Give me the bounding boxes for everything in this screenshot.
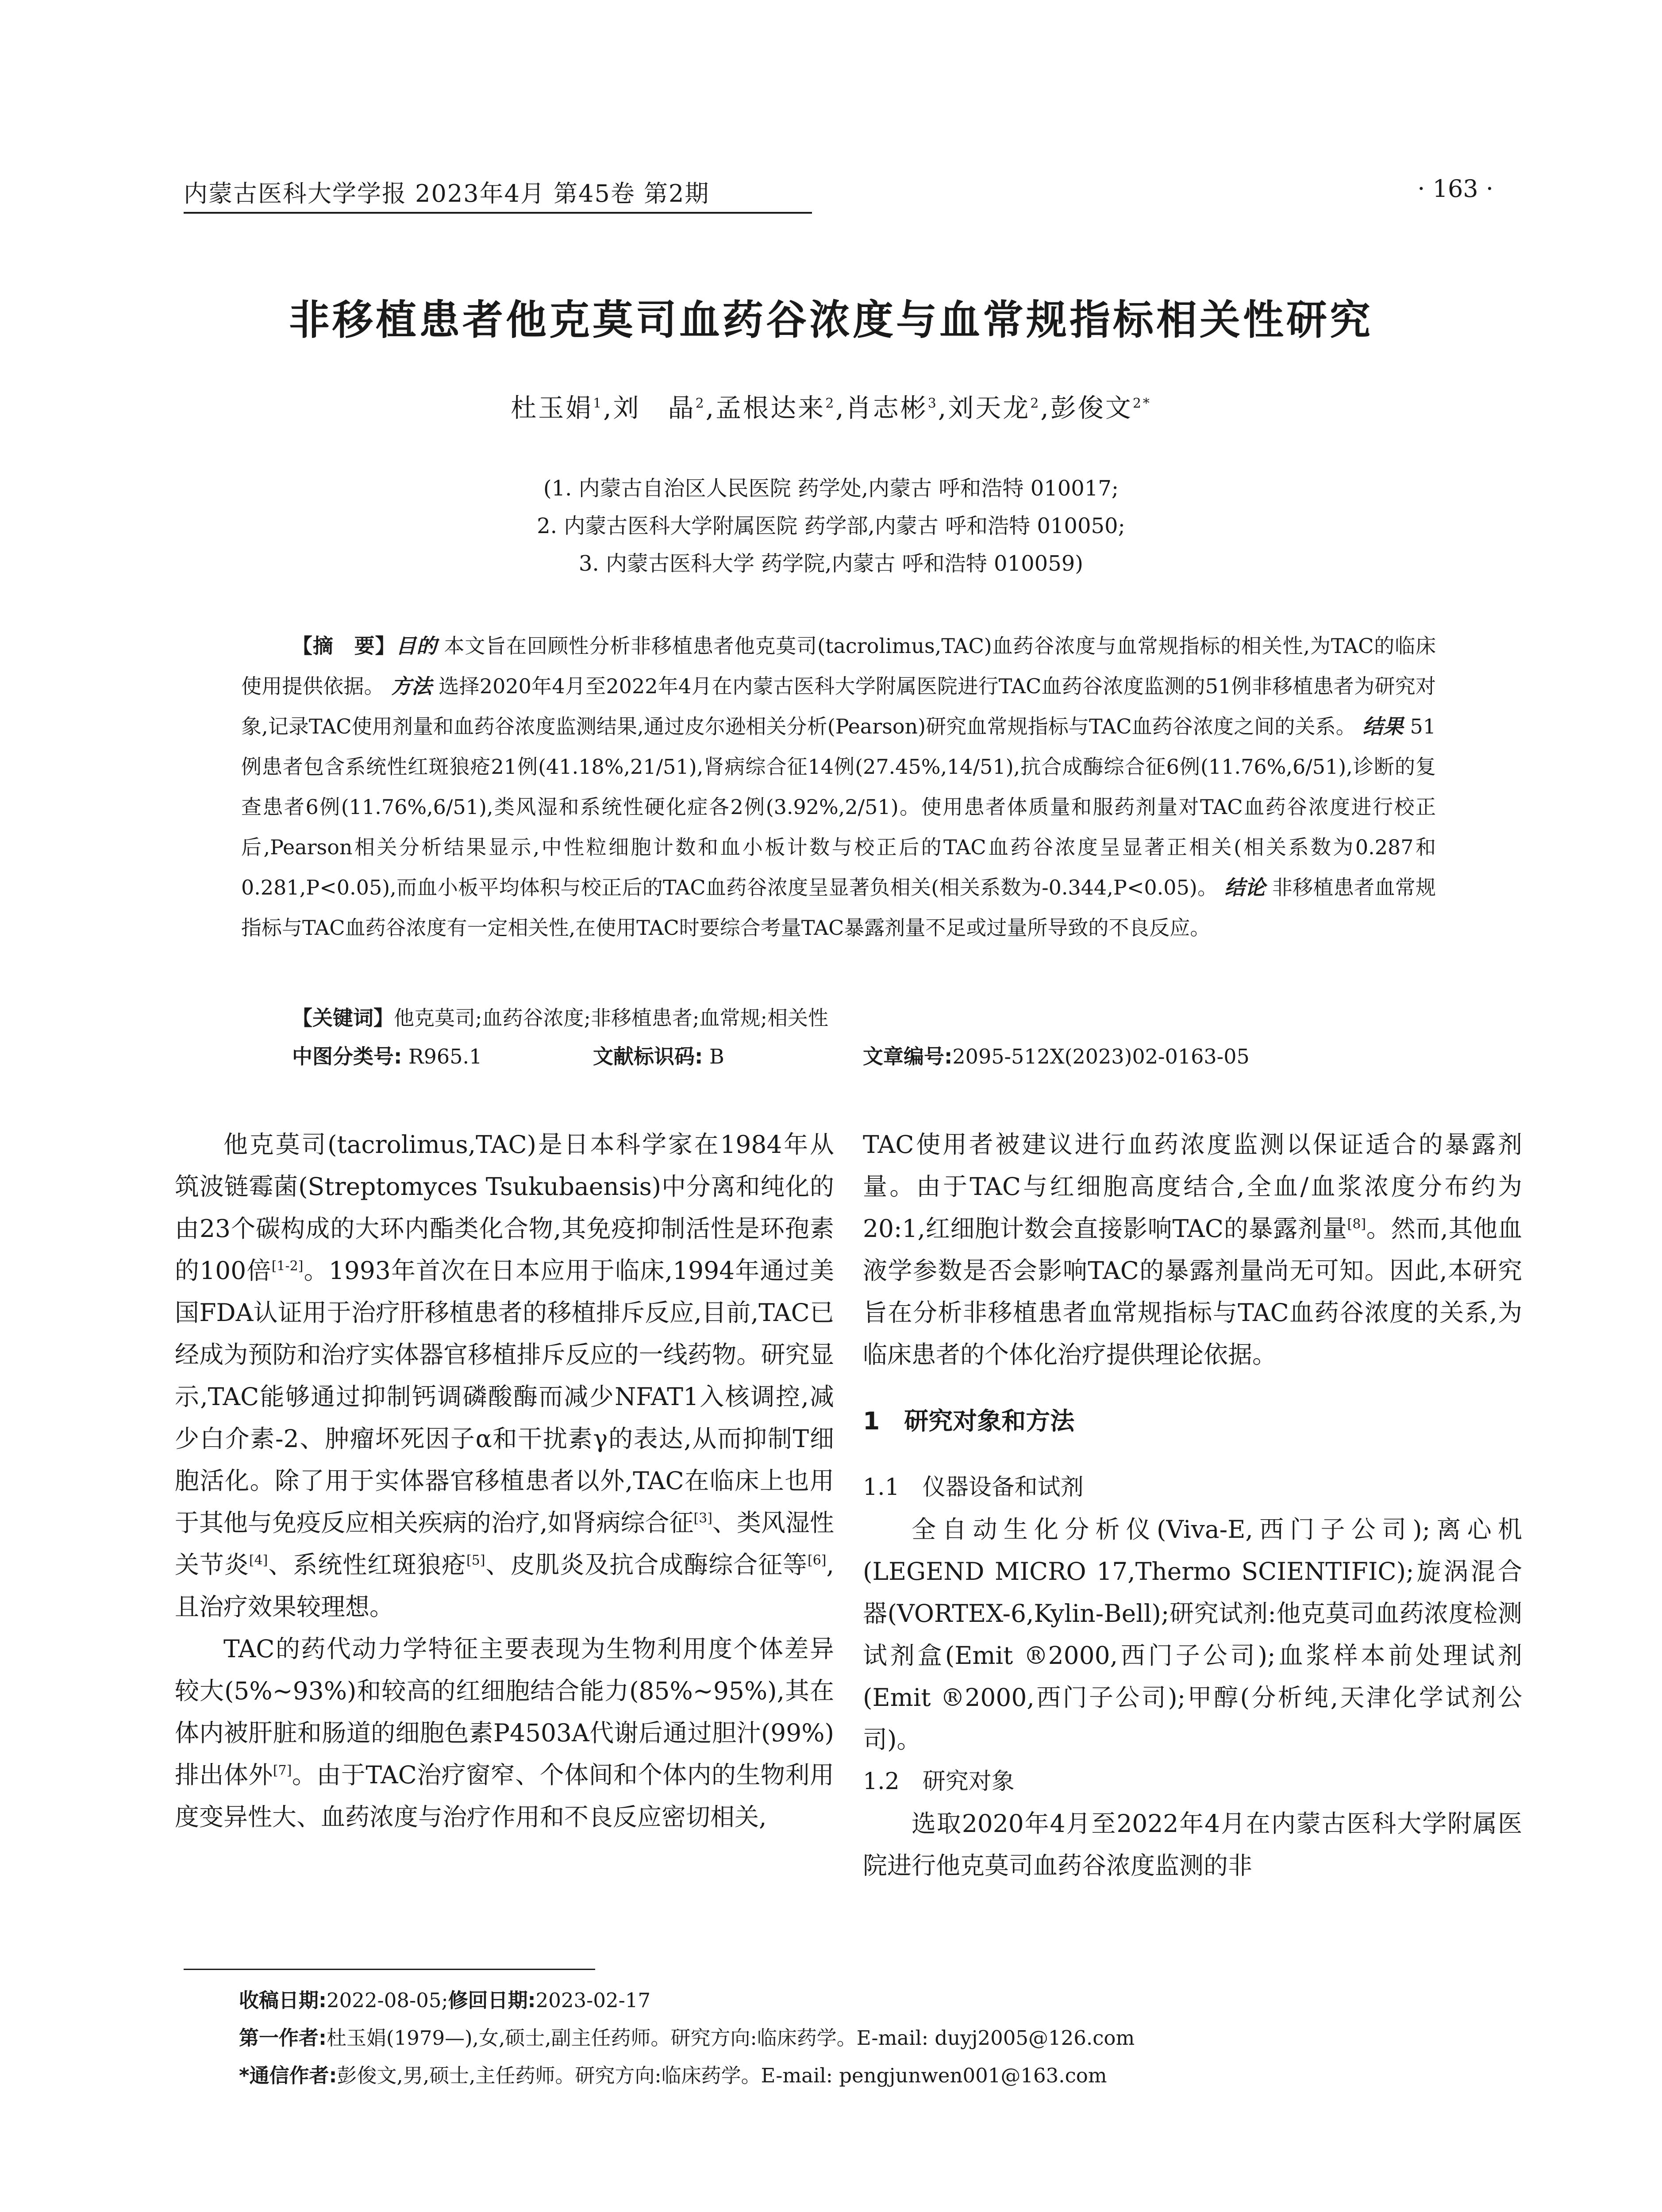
footnote-first-author bbox=[239, 2022, 1135, 2051]
abstract-paragraph bbox=[241, 626, 1436, 948]
received-label: 收稿日期: bbox=[239, 1989, 327, 2012]
abstract bbox=[241, 626, 1436, 948]
footnote-corresponding-author bbox=[239, 2059, 1107, 2088]
citation: [3] bbox=[693, 1510, 712, 1526]
footnote-dates bbox=[239, 1984, 650, 2013]
revised-date: 2023-02-17 bbox=[535, 1989, 651, 2012]
text: 。1993年首次在日本应用于临床,1994年通过美国FDA认证用于治疗肝移植患者的移植排斥反应,目前,TAC已经成为预防和治疗实体器官移植排斥反应的一线药物。研究显示,TAC能够通过抑制钙调磷酸酶而减少NFAT1入核调控,减少白介素-2、肿瘤坏死因子α和干扰素γ的表达,从而抑制T细胞活化。除了用于实体器官移植患者以外,TAC在临床上也用于其他与免疫反应相关疾病的治疗,如肾病综合征 bbox=[175, 1256, 834, 1537]
methods-label: 方法 bbox=[391, 674, 432, 698]
keywords bbox=[292, 1002, 828, 1031]
citation: [7] bbox=[273, 1763, 292, 1778]
running-header bbox=[184, 175, 1493, 210]
revised-label: 修回日期: bbox=[448, 1989, 536, 2012]
citation: [8] bbox=[1347, 1216, 1366, 1232]
abstract-label: 【摘 要】 bbox=[292, 634, 396, 658]
text: 。然而,其他血液学参数是否会影响TAC的暴露剂量尚无可知。因此,本研究旨在分析非移植患者血常规指标与TAC血药谷浓度的关系,为临床患者的个体化治疗提供理论依据。 bbox=[863, 1214, 1522, 1369]
citation: [4] bbox=[249, 1552, 268, 1568]
subsection-heading: 1.2 研究对象 bbox=[863, 1768, 1015, 1795]
keywords-text: 他克莫司;血药谷浓度;非移植患者;血常规;相关性 bbox=[394, 1006, 828, 1030]
results-label: 结果 bbox=[1362, 714, 1404, 738]
document-code bbox=[593, 1041, 724, 1070]
corresponding-info: 彭俊文,男,硕士,主任药师。研究方向:临床药学。E-mail: pengjunwen001@163.com bbox=[337, 2064, 1107, 2087]
article-number bbox=[863, 1041, 1250, 1070]
text: 、系统性红斑狼疮 bbox=[268, 1551, 467, 1579]
text: 、类风湿性关节炎 bbox=[175, 1509, 834, 1579]
author: 刘天龙 bbox=[948, 393, 1031, 423]
body-paragraph: 全自动生化分析仪(Viva-E,西门子公司);离心机(LEGEND MICRO 17,Thermo SCIENTIFIC);旋涡混合器(VORTEX-6,Kylin-Bell);研究试剂:他克莫司血药浓度检测试剂盒(Emit ®2000,西门子公司);血浆样本前处理试剂(Emit ®2000,西门子公司);甲醇(分析纯,天津化学试剂公司)。 bbox=[863, 1515, 1522, 1754]
body-paragraph bbox=[175, 1124, 834, 1628]
author-affil-mark: 2 bbox=[695, 396, 706, 411]
body-column-left bbox=[175, 1124, 834, 1838]
abstract-objective: 本文旨在回顾性分析非移植患者他克莫司(tacrolimus,TAC)血药谷浓度与血常规指标的相关性,为TAC的临床使用提供依据。 bbox=[241, 634, 1436, 698]
author-affil-mark: 2 bbox=[825, 396, 836, 411]
citation: [1-2] bbox=[271, 1258, 304, 1274]
text: 他克莫司(tacrolimus,TAC)是日本科学家在1984年从筑波链霉菌(Streptomyces Tsukubaensis)中分离和纯化的由23个碳构成的大环内酯类化合物,其免疫抑制活性是环孢素的100倍 bbox=[175, 1130, 834, 1285]
body-paragraph bbox=[175, 1628, 834, 1838]
author-affil-mark: 2 bbox=[1030, 396, 1041, 411]
affiliation-line: 2. 内蒙古医科大学附属医院 药学部,内蒙古 呼和浩特 010050; bbox=[537, 514, 1125, 538]
abstract-conclusion: 非移植患者血常规指标与TAC血药谷浓度有一定相关性,在使用TAC时要综合考量TAC暴露剂量不足或过量所导致的不良反应。 bbox=[241, 876, 1436, 940]
author: 肖志彬 bbox=[845, 393, 928, 423]
objective-label: 目的 bbox=[396, 634, 438, 658]
author-affil-mark: 1 bbox=[593, 396, 604, 411]
text: TAC使用者被建议进行血药浓度监测以保证适合的暴露剂量。由于TAC与红细胞高度结合,全血/血浆浓度分布约为20:1,红细胞计数会直接影响TAC的暴露剂量 bbox=[863, 1130, 1522, 1243]
author: 孟根达来 bbox=[716, 393, 826, 423]
abstract-results: 51例患者包含系统性红斑狼疮21例(41.18%,21/51),肾病综合征14例(27.45%,14/51),抗合成酶综合征6例(11.76%,6/51),诊断的复查患者6例(11.76%,6/51),类风湿和系统性硬化症各2例(3.92%,2/51)。使用患者体质量和服药剂量对TAC血药谷浓度进行校正后,Pearson相关分析结果显示,中性粒细胞计数和血小板计数与校正后的TAC血药谷浓度呈显著正相关(相关系数为0.287和0.281,P<0.05),而血小板平均体积与校正后的TAC血药谷浓度呈显著负相关(相关系数为-0.344,P<0.05)。 bbox=[241, 714, 1436, 899]
keywords-label: 【关键词】 bbox=[292, 1006, 394, 1030]
footnote-rule bbox=[184, 1969, 595, 1970]
corresponding-label: *通信作者: bbox=[239, 2064, 337, 2087]
text: 。由于TAC治疗窗窄、个体间和个体内的生物利用度变异性大、血药浓度与治疗作用和不良反应密切相关, bbox=[175, 1761, 834, 1831]
article-title: 非移植患者他克莫司血药谷浓度与血常规指标相关性研究 bbox=[289, 296, 1373, 344]
page-number: · 163 · bbox=[1417, 175, 1493, 203]
affiliation-line: 3. 内蒙古医科大学 药学院,内蒙古 呼和浩特 010059) bbox=[578, 551, 1084, 576]
clc-value: R965.1 bbox=[408, 1045, 482, 1068]
first-author-label: 第一作者: bbox=[239, 2026, 327, 2050]
clc-label: 中图分类号: bbox=[292, 1045, 402, 1068]
affiliation-line: (1. 内蒙古自治区人民医院 药学处,内蒙古 呼和浩特 010017; bbox=[543, 476, 1119, 501]
article-label: 文章编号: bbox=[863, 1045, 953, 1068]
author-list: 杜玉娟$^1$,刘 晶$^2$,孟根达来$^2$,肖志彬$^3$,刘天龙$^2$,彭俊文$^{2*}$ bbox=[511, 393, 1151, 423]
first-author-info: 杜玉娟(1979—),女,硕士,副主任药师。研究方向:临床药学。E-mail: duyj2005@126.com bbox=[327, 2026, 1135, 2050]
citation: [6] bbox=[808, 1552, 827, 1568]
clc-number bbox=[292, 1041, 482, 1070]
author: 彭俊文 bbox=[1050, 393, 1133, 423]
doc-label: 文献标识码: bbox=[593, 1045, 703, 1068]
article-value: 2095-512X(2023)02-0163-05 bbox=[952, 1045, 1250, 1068]
section-heading: 1 研究对象和方法 bbox=[863, 1407, 1075, 1435]
author: 刘 晶 bbox=[613, 393, 696, 423]
author-affil-mark: 2* bbox=[1132, 396, 1151, 411]
text: TAC的药代动力学特征主要表现为生物利用度个体差异较大(5%~93%)和较高的红细胞结合能力(85%~95%),其在体内被肝脏和肠道的细胞色素P4503A代谢后通过胆汁(99%)排出体外 bbox=[175, 1635, 834, 1789]
citation: [5] bbox=[466, 1552, 485, 1568]
author: 杜玉娟 bbox=[511, 393, 593, 423]
doc-value: B bbox=[709, 1045, 724, 1068]
body-paragraph: 选取2020年4月至2022年4月在内蒙古医科大学附属医院进行他克莫司血药谷浓度监测的非 bbox=[863, 1809, 1522, 1880]
abstract-methods: 选择2020年4月至2022年4月在内蒙古医科大学附属医院进行TAC血药谷浓度监测的51例非移植患者为研究对象,记录TAC使用剂量和血药谷浓度监测结果,通过皮尔逊相关分析(Pearson)研究血常规指标与TAC血药谷浓度之间的关系。 bbox=[241, 674, 1436, 738]
header-rule bbox=[184, 212, 812, 214]
text: ,且治疗效果较理想。 bbox=[175, 1551, 834, 1621]
author-affil-mark: 3 bbox=[927, 396, 938, 411]
conclusion-label: 结论 bbox=[1224, 876, 1266, 899]
text: 、皮肌炎及抗合成酶综合征等 bbox=[485, 1551, 808, 1579]
journal-info: 内蒙古医科大学学报 2023年4月 第45卷 第2期 bbox=[184, 180, 710, 207]
body-column-right bbox=[863, 1124, 1522, 1887]
body-paragraph bbox=[863, 1124, 1522, 1376]
received-date: 2022-08-05; bbox=[327, 1989, 448, 2012]
subsection-heading: 1.1 仪器设备和试剂 bbox=[863, 1474, 1084, 1501]
